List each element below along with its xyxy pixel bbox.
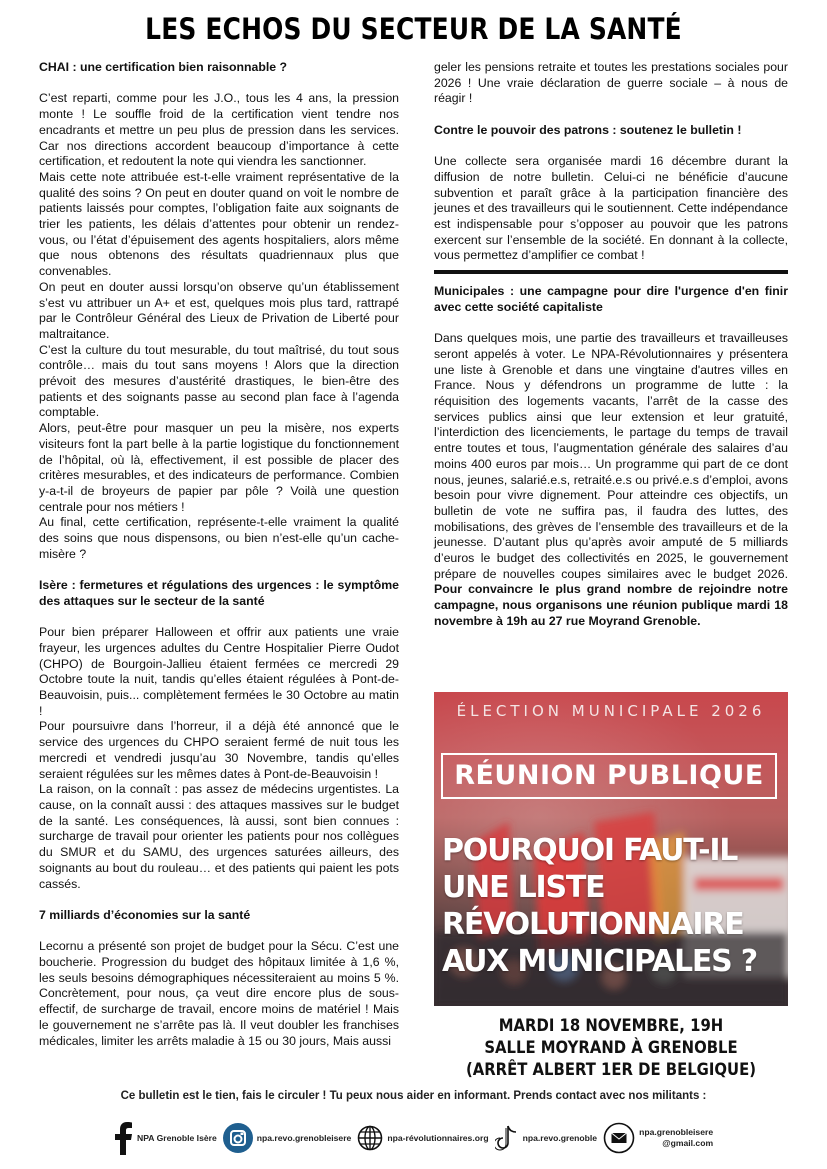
paragraph-bold-callout: Pour convaincre le plus grand nombre de rejoindre notre campagne, nous organisons une réunion publique mardi 18 novembre à 19h au 27 rue Moyrand Grenoble. [434,582,788,628]
paragraph: C’est la culture du tout mesurable, du tout maîtrisé, du tout sous contrôle… mais du tout sans moyens ! Alors que la direction prévoit des mesures d’austérité drastiques, le bien-être des patients et des soignants passe au second plan face à l’agenda comptable. [39,342,399,420]
paragraph-body: Dans quelques mois, une partie des travailleurs et travailleuses seront appelés à voter. Le NPA-Révolutionnaires y présentera une liste à Grenoble et dans une vingtaine d'autres villes en France. Nous y défendrons un programme de lutte : la réquisition des logements vacants, l’arrêt de la casse des services publics ainsi que leur extension et leur gratuité, l’interdiction des licenciements, le partage du temps de travail entre toutes et tous, l’augmentation générale des salaires d’au moins 400 euros par mois… Un programme qui part de ce dont nous, jeunes, salarié.e.s, retraité.e.s ou privé.e.s d’emploi, avons besoin pour vivre dignement. Pour atteindre ces objectifs, un bulletin de vote ne suffira pas, il faudra des luttes, des mobilisations, des grèves de l’ensemble des travailleurs et de la jeunesse. D’autant plus qu’après avoir amputé de 5 milliards d’euros le budget des collectivités en 2025, le gouvernement prépare de nouvelles coupes similaires avec le budget 2026. [434,331,788,581]
poster-question-line: UNE LISTE [442,870,605,905]
event-poster [434,692,788,1006]
section-heading-municipales: Municipales : une campagne pour dire l'urgence d'en finir avec cette société capitaliste [434,284,788,314]
paragraph: Alors, peut-être pour masquer un peu la misère, nos experts visiteurs font la part belle à la partie logistique du fonctionnement de l’hôpital, où là, effectivement, il est possible de placer des critères mesurables, et des indicateurs de performance. Combien y-a-t-il de broyeurs de papier par pôle ? Voilà une question centrale pour nos métiers ! [39,421,399,514]
poster-question-line: POURQUOI FAUT-IL [442,833,738,868]
poster-boxed-title: RÉUNION PUBLIQUE [441,753,777,799]
event-details [452,1015,771,1081]
social-links [113,1115,733,1161]
paragraph-continuation: geler les pensions retraite et toutes les prestations sociales pour 2026 ! Une vraie déclaration de guerre sociale – à nous de réagir ! [434,60,788,106]
event-venue: SALLE MOYRAND À GRENOBLE [484,1038,738,1057]
left-column [39,60,399,1049]
email-domain: @gmail.com [662,1138,714,1148]
social-label: npa.revo.grenobleisere [256,1133,352,1143]
paragraph: Une collecte sera organisée mardi 16 décembre durant la diffusion de notre bulletin. Celui-ci ne bénéficie d’aucune subvention et paraît grâce à la participation financière des jeunes et des travailleurs qui le soutiennent. Cette indépendance est indispensable pour s’opposer au pouvoir que les patrons exercent sur l’ensemble de la société. En donnant à la collecte, vous permettez d’amplifier ce combat ! [434,154,788,263]
social-tiktok[interactable] [495,1123,598,1153]
event-transit-stop: (ARRÊT ALBERT 1ER DE BELGIQUE) [465,1060,757,1079]
social-website[interactable] [357,1125,488,1151]
poster-question [442,832,787,980]
mail-icon [603,1122,635,1154]
paragraph: Au final, cette certification, représente-t-elle vraiment la qualité des soins que nous dispensons, ou bien n’est-elle qu’un cache-misère ? [39,515,399,561]
poster-question-line: AUX MUNICIPALES ? [442,944,758,979]
section-divider [434,270,788,274]
social-facebook[interactable] [113,1121,217,1155]
paragraph: La raison, on la connaît : pas assez de médecins urgentistes. La cause, on la connaît aussi : des attaques massives sur le budget de la santé. Les conséquences, là aussi, sont bien connues : surcharge de travail pour orienter les patients pour nos collègues du SMUR et du SAMU, des urgences saturées ailleurs, des soignants au bout du rouleau… et des patients qui paient les pots cassés. [39,782,399,891]
page-title: LES ECHOS DU SECTEUR DE LA SANTÉ [145,12,682,46]
paragraph: Pour bien préparer Halloween et offrir aux patients une vraie frayeur, les urgences adultes du Centre Hospitalier Pierre Oudot (CHPO) de Bourgoin-Jallieu étaient fermées ce mercredi 29 Octobre toute la nuit, tandis qu’elles étaient régulées à Pont-de-Beauvoisin, puis... complètement fermées le 30 Octobre au matin ! [39,625,399,718]
social-email[interactable] [603,1122,713,1154]
globe-icon [357,1125,383,1151]
paragraph: C’est reparti, comme pour les J.O., tous les 4 ans, la pression monte ! Le souffle froid de la certification vient tendre nos encadrants et mettre un peu plus de pression dans les services. Car nos directions accordent beaucoup d’importance à cette certification, et redoutent la note qui viendra les sanctionner. [39,91,399,169]
instagram-icon [223,1123,253,1153]
section-heading-isere: Isère : fermetures et régulations des urgences : le symptôme des attaques sur le secteur de la santé [39,578,399,608]
paragraph: Mais cette note attribuée est-t-elle vraiment représentative de la qualité des soins ? On peut en douter quand on voit le nombre de patients laissés pour comptes, l’obligation faite aux soignants de trier les patients, les délais d’attentes pour obtenir un rendez-vous, ou l’état d’épuisement des agents hospitaliers, alors même que nous obtenons des résultats quadriennaux plus que convenables. [39,169,399,279]
social-label [639,1127,713,1149]
poster-question-line: RÉVOLUTIONNAIRE [442,907,744,942]
social-label: npa-révolutionnaires.org [387,1133,489,1143]
social-instagram[interactable] [223,1123,352,1153]
event-date: MARDI 18 NOVEMBRE, 19H [498,1016,724,1035]
poster-kicker: ÉLECTION MUNICIPALE 2026 [456,702,766,720]
social-label: NPA Grenoble Isère [137,1133,217,1143]
paragraph: Lecornu a présenté son projet de budget pour la Sécu. C’est une boucherie. Progression du budget des hôpitaux limitée à 1,6 %, les seuls besoins démographiques nécessiteraient au moins 5 %. Concrètement, pour nous, ça veut dire encore plus de sous-effectif, de surcharge de travail, encore moins de matériel ! Mais le gouvernement ne s’arrête pas là. Il veut doubler les franchises médicales, limiter les arrêts maladie à 15 ou 30 jours, Mais aussi [39,939,399,1048]
facebook-icon [113,1121,133,1155]
paragraph: Pour poursuivre dans l’horreur, il a déjà été annoncé que le service des urgences du CHPO seraient fermé de nuit tous les mercredi et vendredi jusqu’au 30 Novembre, tandis qu’elles seraient régulées sur les mêmes dates à Pont-de-Beauvoisin ! [39,719,399,781]
right-column [434,60,788,630]
paragraph: On peut en douter aussi lorsqu’on observe qu’un établissement s’est vu attribuer un A+ et est, quelques mois plus tard, rattrapé par le Contrôleur Général des Lieux de Privation de Liberté pour maltraitance. [39,279,399,341]
social-label: npa.revo.grenoble [522,1133,598,1143]
paragraph-municipales [434,331,788,629]
footer-call-to-action: Ce bulletin est le tien, fais le circuler ! Tu peux nous aider en informant. Prends contact avec nos militants : [120,1090,707,1102]
section-heading-milliards: 7 milliards d’économies sur la santé [39,907,251,922]
section-heading-bulletin: Contre le pouvoir des patrons : soutenez le bulletin ! [434,122,742,137]
section-heading-chai: CHAI : une certification bien raisonnable ? [39,60,288,74]
email-local-part: npa.grenobleisere [639,1127,714,1137]
tiktok-icon [495,1123,519,1153]
